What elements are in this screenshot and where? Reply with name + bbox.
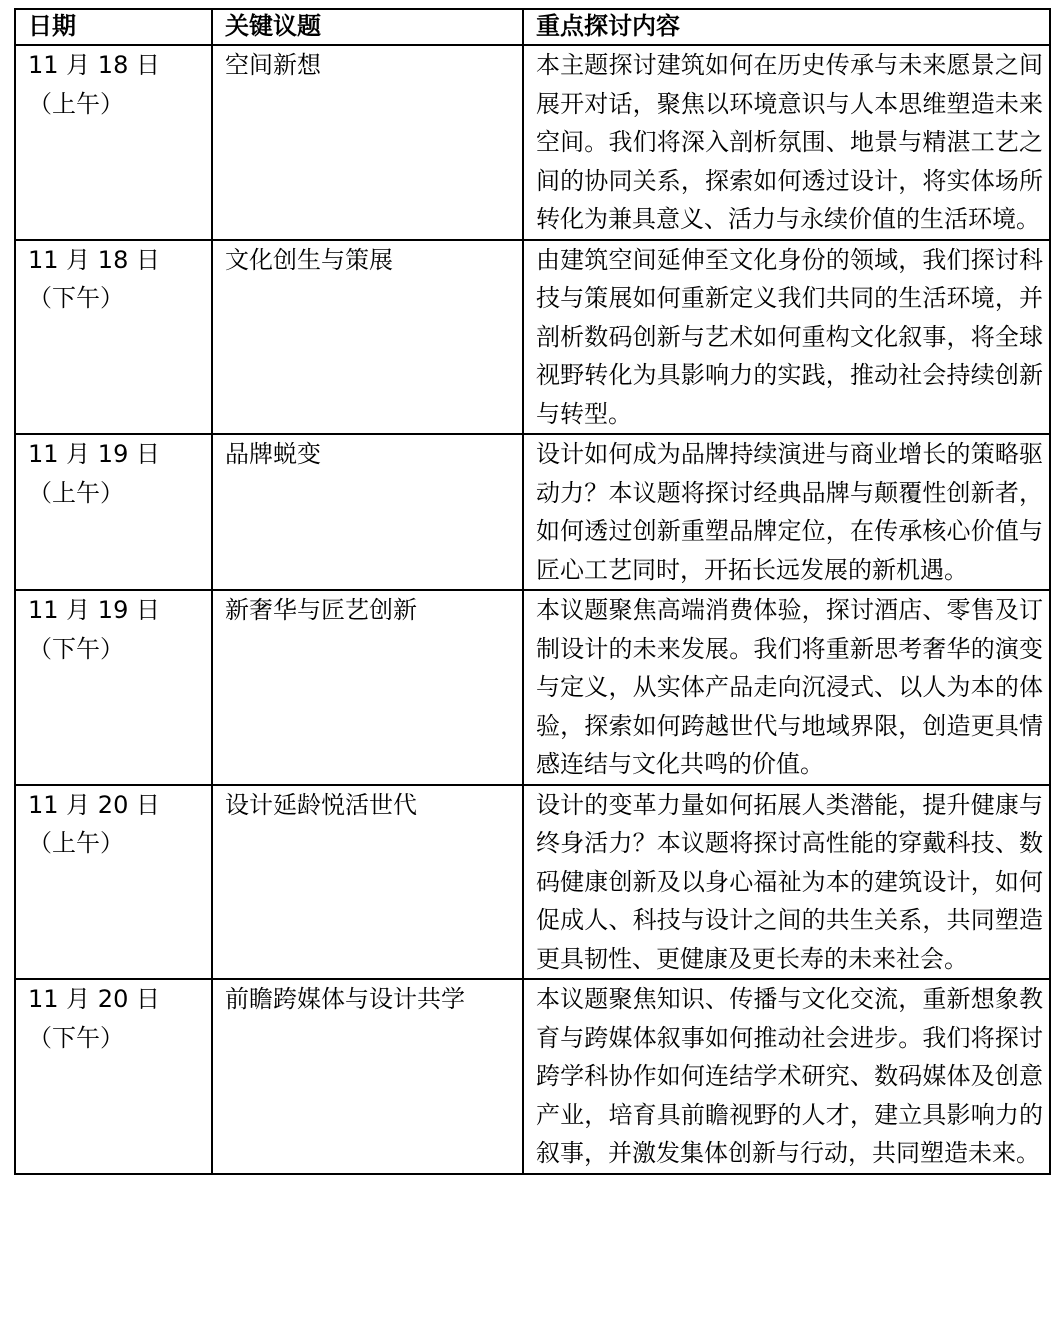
row-date: 11 月 18 日（下午）: [15, 240, 212, 435]
row-topic: 前瞻跨媒体与设计共学: [212, 979, 523, 1174]
schedule-table-wrapper: [14, 8, 1049, 1175]
row-topic: 空间新想: [212, 45, 523, 240]
table-header-row: [15, 9, 1050, 45]
row-topic: 品牌蜕变: [212, 434, 523, 590]
row-topic: 设计延龄悦活世代: [212, 785, 523, 980]
row-date: 11 月 20 日（上午）: [15, 785, 212, 980]
row-date: 11 月 19 日（上午）: [15, 434, 212, 590]
row-content: 本议题聚焦高端消费体验，探讨酒店、零售及订制设计的未来发展。我们将重新思考奢华的演变与定义，从实体产品走向沉浸式、以人为本的体验，探索如何跨越世代与地域界限，创造更具情感连结与文化共鸣的价值。: [523, 590, 1050, 785]
table-row: [15, 240, 1050, 435]
row-topic: 文化创生与策展: [212, 240, 523, 435]
row-date: 11 月 19 日（下午）: [15, 590, 212, 785]
row-date: 11 月 18 日（上午）: [15, 45, 212, 240]
row-content: 设计的变革力量如何拓展人类潜能，提升健康与终身活力？本议题将探讨高性能的穿戴科技、数码健康创新及以身心福祉为本的建筑设计，如何促成人、科技与设计之间的共生关系，共同塑造更具韧性、更健康及更长寿的未来社会。: [523, 785, 1050, 980]
row-content: 由建筑空间延伸至文化身份的领域，我们探讨科技与策展如何重新定义我们共同的生活环境，并剖析数码创新与艺术如何重构文化叙事，将全球视野转化为具影响力的实践，推动社会持续创新与转型。: [523, 240, 1050, 435]
row-content: 设计如何成为品牌持续演进与商业增长的策略驱动力？本议题将探讨经典品牌与颠覆性创新者，如何透过创新重塑品牌定位，在传承核心价值与匠心工艺同时，开拓长远发展的新机遇。: [523, 434, 1050, 590]
header-date: 日期: [15, 9, 212, 45]
header-content: 重点探讨内容: [523, 9, 1050, 45]
schedule-table: [14, 8, 1051, 1175]
table-row: [15, 590, 1050, 785]
row-content: 本议题聚焦知识、传播与文化交流，重新想象教育与跨媒体叙事如何推动社会进步。我们将探讨跨学科协作如何连结学术研究、数码媒体及创意产业，培育具前瞻视野的人才，建立具影响力的叙事，并激发集体创新与行动，共同塑造未来。: [523, 979, 1050, 1174]
row-topic: 新奢华与匠艺创新: [212, 590, 523, 785]
header-topic: 关键议题: [212, 9, 523, 45]
table-row: [15, 434, 1050, 590]
row-content: 本主题探讨建筑如何在历史传承与未来愿景之间展开对话，聚焦以环境意识与人本思维塑造未来空间。我们将深入剖析氛围、地景与精湛工艺之间的协同关系，探索如何透过设计，将实体场所转化为兼具意义、活力与永续价值的生活环境。: [523, 45, 1050, 240]
table-row: [15, 979, 1050, 1174]
table-row: [15, 45, 1050, 240]
table-row: [15, 785, 1050, 980]
row-date: 11 月 20 日（下午）: [15, 979, 212, 1174]
